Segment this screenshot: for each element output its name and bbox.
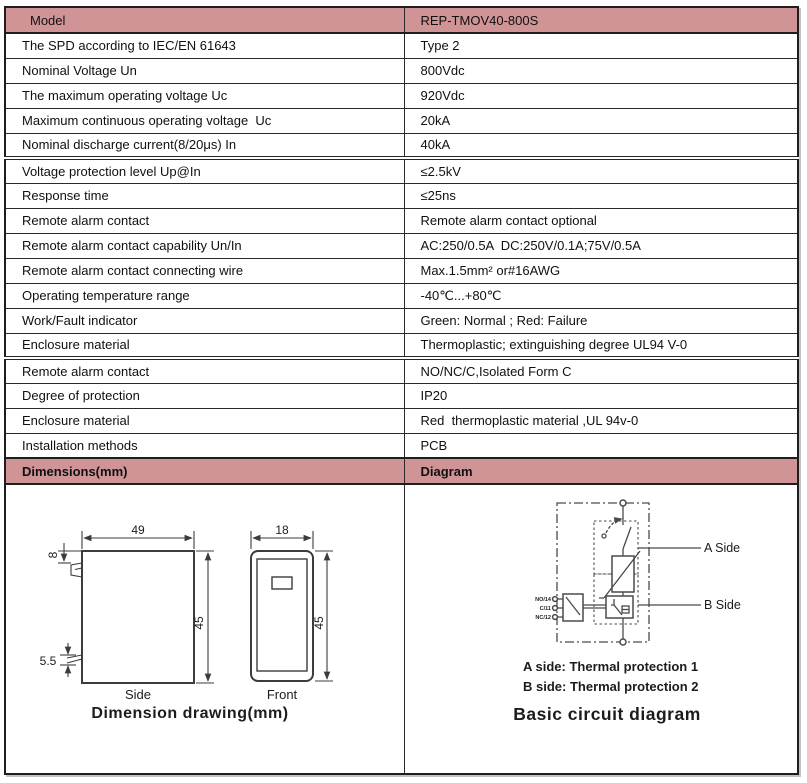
dimension-drawing-caption: Dimension drawing(mm) xyxy=(91,705,289,722)
model-value: REP-TMOV40-800S xyxy=(404,7,798,33)
dimensions-section-label: Dimensions(mm) xyxy=(5,458,404,484)
spec-value: -40℃...+80℃ xyxy=(404,283,798,308)
front-view-label: Front xyxy=(266,687,298,702)
spec-value: IP20 xyxy=(404,383,798,408)
spec-label: Nominal discharge current(8/20μs) In xyxy=(5,133,404,158)
side-view-drawing xyxy=(40,523,214,702)
table-row xyxy=(5,83,798,108)
section-header-row xyxy=(5,458,798,484)
spec-label: Maximum continuous operating voltage Uc xyxy=(5,108,404,133)
table-row xyxy=(5,133,798,158)
table-row xyxy=(5,383,798,408)
spec-value: Remote alarm contact optional xyxy=(404,208,798,233)
dimension-drawing-cell xyxy=(5,484,404,774)
top-terminal xyxy=(620,500,626,506)
terminal-no14-label: NO/14 xyxy=(534,597,551,603)
table-row xyxy=(5,408,798,433)
spec-label: Installation methods xyxy=(5,433,404,458)
tab-height-dim: 8 xyxy=(46,551,60,559)
spec-label: Remote alarm contact capability Un/In xyxy=(5,233,404,258)
spec-value: ≤25ns xyxy=(404,183,798,208)
circuit-diagram-caption: Basic circuit diagram xyxy=(512,704,701,724)
spec-label: Remote alarm contact xyxy=(5,358,404,383)
spec-value: ≤2.5kV xyxy=(404,158,798,183)
table-row xyxy=(5,433,798,458)
b-side-label: B Side xyxy=(703,598,741,612)
circuit-diagram xyxy=(405,485,797,773)
table-row xyxy=(5,58,798,83)
table-header-row xyxy=(5,7,798,33)
table-row xyxy=(5,208,798,233)
spec-value: Green: Normal ; Red: Failure xyxy=(404,308,798,333)
spec-label: Response time xyxy=(5,183,404,208)
spec-label: The SPD according to IEC/EN 61643 xyxy=(5,33,404,58)
spec-table xyxy=(4,6,799,775)
spec-label: Remote alarm contact xyxy=(5,208,404,233)
spec-label: Degree of protection xyxy=(5,383,404,408)
diagram-section-label: Diagram xyxy=(404,458,798,484)
table-row xyxy=(5,308,798,333)
spec-label: Enclosure material xyxy=(5,333,404,358)
dimension-drawing xyxy=(6,485,403,773)
spec-label: Work/Fault indicator xyxy=(5,308,404,333)
spec-value: Max.1.5mm² or#16AWG xyxy=(404,258,798,283)
spec-value: 40kA xyxy=(404,133,798,158)
front-view-drawing xyxy=(251,523,333,702)
spd-circuit xyxy=(535,500,741,645)
spec-value: 920Vdc xyxy=(404,83,798,108)
spec-value: Red thermoplastic material ,UL 94v-0 xyxy=(404,408,798,433)
side-height-dim: 45 xyxy=(192,616,206,630)
spec-label: Operating temperature range xyxy=(5,283,404,308)
bottom-terminal xyxy=(620,639,626,645)
side-view-label: Side xyxy=(124,687,152,702)
drawings-row xyxy=(5,484,798,774)
spec-label: Voltage protection level Up@In xyxy=(5,158,404,183)
terminal-nc12-label: NC/12 xyxy=(534,615,551,621)
disconnector-blade xyxy=(623,527,631,549)
a-side-note: A side: Thermal protection 1 xyxy=(522,659,698,674)
table-row xyxy=(5,233,798,258)
b-side-note: B side: Thermal protection 2 xyxy=(522,679,699,694)
spec-value: NO/NC/C,Isolated Form C xyxy=(404,358,798,383)
front-width-dim: 18 xyxy=(275,523,289,537)
a-side-label: A Side xyxy=(703,541,740,555)
table-row xyxy=(5,358,798,383)
circuit-diagram-cell xyxy=(404,484,798,774)
table-row xyxy=(5,33,798,58)
table-row xyxy=(5,283,798,308)
table-row xyxy=(5,183,798,208)
spec-value: PCB xyxy=(404,433,798,458)
table-row xyxy=(5,258,798,283)
side-width-dim: 49 xyxy=(131,523,145,537)
spec-label: Nominal Voltage Un xyxy=(5,58,404,83)
spec-value: Type 2 xyxy=(404,33,798,58)
spec-value: 800Vdc xyxy=(404,58,798,83)
spec-value: AC:250/0.5A DC:250V/0.1A;75V/0.5A xyxy=(404,233,798,258)
front-height-dim: 45 xyxy=(312,616,326,630)
spec-value: 20kA xyxy=(404,108,798,133)
model-label: Model xyxy=(5,7,404,33)
spec-label: Enclosure material xyxy=(5,408,404,433)
table-row xyxy=(5,108,798,133)
table-row xyxy=(5,158,798,183)
pin-offset-dim: 5.5 xyxy=(39,654,57,668)
spec-value: Thermoplastic; extinguishing degree UL94 V-0 xyxy=(404,333,798,358)
spec-label: The maximum operating voltage Uc xyxy=(5,83,404,108)
spec-label: Remote alarm contact connecting wire xyxy=(5,258,404,283)
table-row xyxy=(5,333,798,358)
terminal-c11-label: C/11 xyxy=(539,606,551,612)
